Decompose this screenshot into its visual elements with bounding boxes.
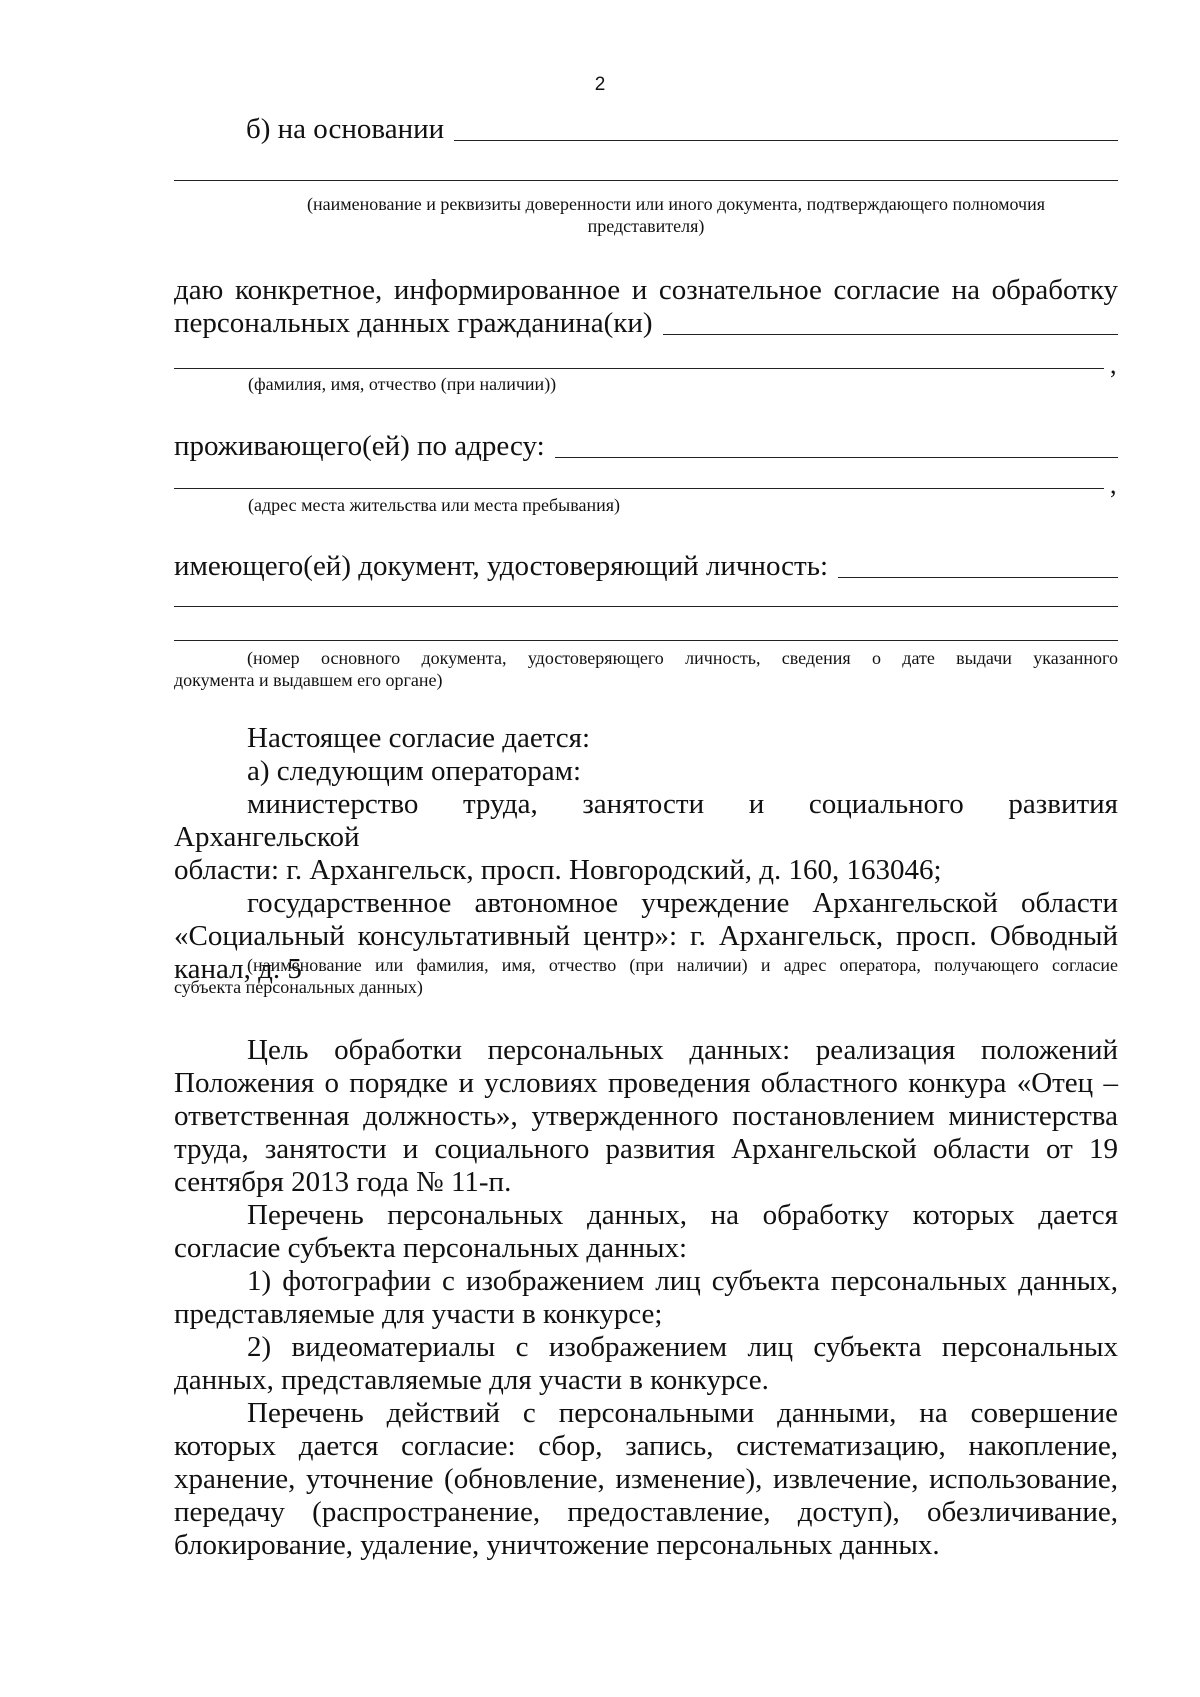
operators-intro: Настоящее согласие дается: xyxy=(247,722,591,754)
data-list-intro: Перечень персональных данных, на обработку которых дается согласие субъекта персональных данных: xyxy=(174,1199,1118,1264)
identity-caption-line2: документа и выдавшем его органе) xyxy=(174,670,443,690)
basis-blank[interactable] xyxy=(454,140,1118,141)
identity-label: имеющего(ей) документ, удостоверяющий личность: xyxy=(174,550,829,582)
operators-caption xyxy=(174,954,1118,998)
operators-section xyxy=(174,722,1118,986)
identity-blank[interactable] xyxy=(838,577,1118,578)
citizen-label: персональных данных гражданина(ки) xyxy=(174,307,653,339)
data-list-item-1: 1) фотографии с изображением лиц субъекта персональных данных, представляемые для участи в конкурсе; xyxy=(174,1265,1118,1330)
identity-row xyxy=(174,550,1118,583)
identity-blank-3[interactable] xyxy=(174,640,1118,641)
operators-caption-line2: субъекта персональных данных) xyxy=(174,977,423,997)
basis-blank-2[interactable] xyxy=(174,180,1118,181)
operators-item-a: а) следующим операторам: xyxy=(247,755,582,787)
identity-caption-line1: (номер основного документа, удостоверяющего личность, сведения о дате выдачи указанного xyxy=(247,648,1118,668)
address-blank[interactable] xyxy=(555,457,1118,458)
address-blank-2[interactable] xyxy=(174,488,1104,489)
address-label: проживающего(ей) по адресу: xyxy=(174,430,545,462)
operator-1-line2: области: г. Архангельск, просп. Новгородский, д. 160, 163046; xyxy=(174,854,942,886)
purpose-text: Цель обработки персональных данных: реализация положений Положения о порядке и условиях проведения областного конкура «Отец – ответственная должность», утвержденного постановлением министерства труда, занятости и социального развития Архангельской области от 19 сентября 2013 года № 11-п. xyxy=(174,1034,1118,1198)
operator-2-line3: канал, д. 5 xyxy=(174,953,302,985)
identity-caption xyxy=(174,647,1118,691)
citizen-comma: , xyxy=(1110,350,1117,379)
consent-line1: даю конкретное, информированное и сознательное согласие на обработку xyxy=(174,274,1118,306)
address-caption: (адрес места жительства или места пребывания) xyxy=(248,495,620,515)
citizen-caption: (фамилия, имя, отчество (при наличии)) xyxy=(248,374,557,394)
operator-1-line1: министерство труда, занятости и социального развития Архангельской xyxy=(174,788,1118,853)
page-number: 2 xyxy=(594,74,606,95)
citizen-row xyxy=(174,307,1118,340)
address-comma: , xyxy=(1110,470,1117,499)
operators-caption-line1: (наименование или фамилия, имя, отчество (при наличии) и адрес оператора, получающего согласие xyxy=(247,955,1118,975)
identity-blank-2[interactable] xyxy=(174,606,1118,607)
actions-text: Перечень действий с персональными данными, на совершение которых дается согласие: сбор, запись, систематизацию, накопление, хранение, уточнение (обновление, изменение), извлечение, использование, передачу (распространение, предоставление, доступ), обезличивание, блокирование, удаление, уничтожение персональных данных. xyxy=(174,1397,1118,1561)
basis-caption-line1: (наименование и реквизиты доверенности или иного документа, подтверждающего полномочия xyxy=(306,194,1046,214)
basis-caption xyxy=(174,193,1118,237)
operator-2-line2: «Социальный консультативный центр»: г. Архангельск, просп. Обводный xyxy=(174,920,1118,952)
citizen-name-blank[interactable] xyxy=(663,334,1118,335)
basis-label: б) на основании xyxy=(246,113,445,145)
purpose-section xyxy=(174,1034,1118,1562)
basis-caption-line2: представителя) xyxy=(587,216,705,236)
address-row xyxy=(174,430,1118,463)
data-list-item-2: 2) видеоматериалы с изображением лиц субъекта персональных данных, представляемые для участи в конкурсе. xyxy=(174,1331,1118,1396)
basis-row xyxy=(174,113,1118,146)
citizen-name-blank-2[interactable] xyxy=(174,368,1104,369)
operator-2-line1: государственное автономное учреждение Архангельской области xyxy=(247,887,1118,919)
